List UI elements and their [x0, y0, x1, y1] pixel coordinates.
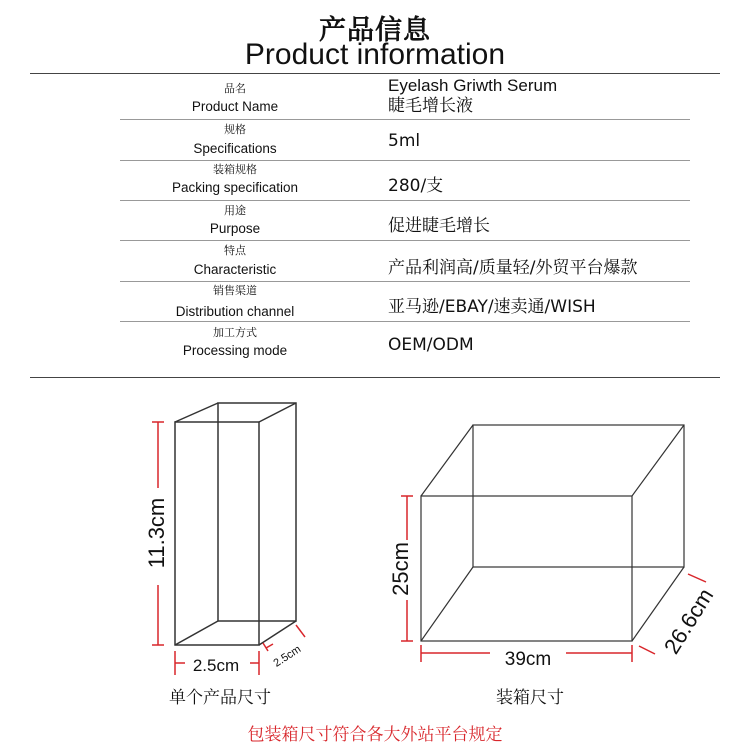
table-row-value: OEM/ODM [388, 335, 474, 355]
footer-note: 包装箱尺寸符合各大外站平台规定 [247, 725, 503, 745]
single-height-label: 11.3cm [144, 497, 169, 569]
carton-caption: 装箱尺寸 [496, 688, 564, 708]
label-en: Purpose [209, 221, 261, 236]
carton-box [421, 425, 684, 641]
table-row-value: 5ml [388, 131, 421, 151]
label-cn: 加工方式 [213, 326, 257, 339]
table-row-value: 亚马逊/EBAY/速卖通/WISH [388, 297, 596, 317]
table-row-value: 280/支 [388, 176, 444, 196]
page-title-en: Product information [244, 38, 506, 71]
carton-depth-label: 26.6cm [658, 583, 719, 659]
table-row-value: 产品利润高/质量轻/外贸平台爆款 [388, 258, 638, 278]
table-row-value: 促进睫毛增长 [388, 216, 490, 236]
value-line-2: 睫毛增长液 [388, 96, 473, 116]
single-product-caption: 单个产品尺寸 [169, 688, 271, 708]
label-cn: 规格 [224, 123, 246, 136]
label-cn: 特点 [224, 244, 246, 257]
label-en: Specifications [193, 141, 277, 156]
page-title-cn: 产品信息 [319, 15, 431, 46]
single-product-box [175, 403, 296, 645]
label-cn: 品名 [224, 82, 246, 95]
carton-height-label: 25cm [388, 542, 413, 596]
label-en: Processing mode [182, 343, 288, 358]
single-width-label: 2.5cm [192, 656, 240, 675]
value-line-1: Eyelash Griwth Serum [388, 76, 558, 95]
label-cn: 销售渠道 [213, 284, 257, 297]
single-depth-label: 2.5cm [271, 643, 304, 670]
label-en: Product Name [191, 99, 279, 114]
label-en: Characteristic [193, 262, 277, 277]
label-cn: 用途 [224, 204, 246, 217]
label-en: Distribution channel [175, 304, 295, 319]
label-cn: 装箱规格 [213, 163, 257, 176]
label-en: Packing specification [171, 180, 299, 195]
carton-width-label: 39cm [504, 649, 552, 670]
